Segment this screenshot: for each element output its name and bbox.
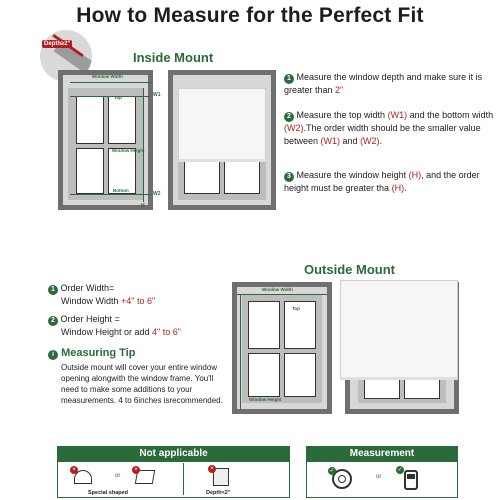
special-shaped-label: Special shaped: [88, 490, 129, 496]
check-icon: ✓: [329, 468, 335, 474]
w2-label: W2: [153, 191, 161, 197]
outside-step-1: 1 Order Width= Window Width +4" to 6": [48, 282, 228, 308]
step-number: 2: [48, 316, 58, 326]
bottom-label: Bottom: [113, 188, 129, 193]
info-icon: i: [48, 350, 58, 360]
step-number: 1: [284, 74, 294, 84]
x-icon: ×: [132, 466, 140, 474]
measuring-tip-text: Outside mount will cover your entire window opening alongwith the window frame. You'll need to make some additions to your measurements. 4 to 6inches isrecommended.: [61, 363, 223, 405]
page-title: How to Measure for the Perfect Fit: [76, 4, 424, 27]
pane: [108, 96, 136, 144]
inside-shade-frame: [168, 70, 276, 210]
h-label: H: [141, 203, 145, 209]
pane: [248, 353, 280, 397]
window-width-label: Window Width: [92, 74, 123, 79]
x-icon: ×: [208, 465, 216, 473]
special-shaped-icon: [72, 466, 94, 486]
outside-mount-title: Outside Mount: [304, 262, 395, 277]
step-number: 2: [284, 112, 294, 122]
pane: [248, 301, 280, 349]
pane: [284, 301, 316, 349]
w1-line: [70, 96, 150, 97]
not-applicable-title: Not applicable: [57, 446, 290, 462]
inside-window-recess: [68, 88, 143, 200]
outside-width-line: [237, 294, 327, 295]
inside-mount-title: Inside Mount: [133, 50, 214, 65]
outside-window-frame: [232, 282, 332, 414]
special-shaped-icon-2: [134, 466, 156, 486]
pane: [284, 353, 316, 397]
window-height-label: Window Height: [112, 148, 145, 153]
inside-step-1: 1 Measure the window depth and make sure it is greater than 2": [284, 72, 483, 95]
step-number: 1: [48, 285, 58, 295]
measurement-title: Measurement: [306, 446, 458, 462]
measuring-tip-title: i Measuring Tip: [48, 347, 135, 360]
tape-measure-icon: [330, 467, 354, 491]
inside-window-frame: [58, 70, 153, 210]
outside-top-label: Top: [292, 306, 300, 311]
w1-label: W1: [153, 92, 161, 98]
outside-window-width-label: Window Width: [262, 287, 293, 292]
depth-label: Depth≥2": [44, 41, 71, 47]
divider: [183, 463, 184, 495]
pane: [76, 96, 104, 144]
w2-line: [70, 194, 150, 195]
h-line: [143, 88, 144, 202]
inside-step-3: 3 Measure the window height (H), and the order height must be greater tha (H).: [284, 170, 480, 193]
laser-measure-icon: [398, 466, 424, 492]
step-number: 3: [284, 172, 294, 182]
depth-limit-label: Depth<2": [206, 490, 231, 496]
outside-height-line: [240, 294, 241, 410]
shallow-depth-icon: [210, 465, 232, 487]
or-label: or: [115, 473, 121, 479]
outside-window-height-label: Window Height: [249, 397, 282, 402]
top-label: Top: [114, 95, 122, 100]
measurement-or-label: or: [376, 474, 382, 480]
outside-step-2: 2 Order Height = Window Height or add 4" to 6": [48, 313, 228, 339]
pane: [76, 148, 104, 194]
check-icon: ✓: [397, 467, 403, 473]
x-icon: ×: [70, 466, 78, 474]
width-line: [70, 82, 150, 83]
outside-roller-shade: [340, 280, 458, 380]
roller-shade: [178, 88, 266, 162]
inside-step-2: 2 Measure the top width (W1) and the bottom width (W2).The order width should be the smaller value between (W1) and (W2).: [284, 110, 494, 146]
